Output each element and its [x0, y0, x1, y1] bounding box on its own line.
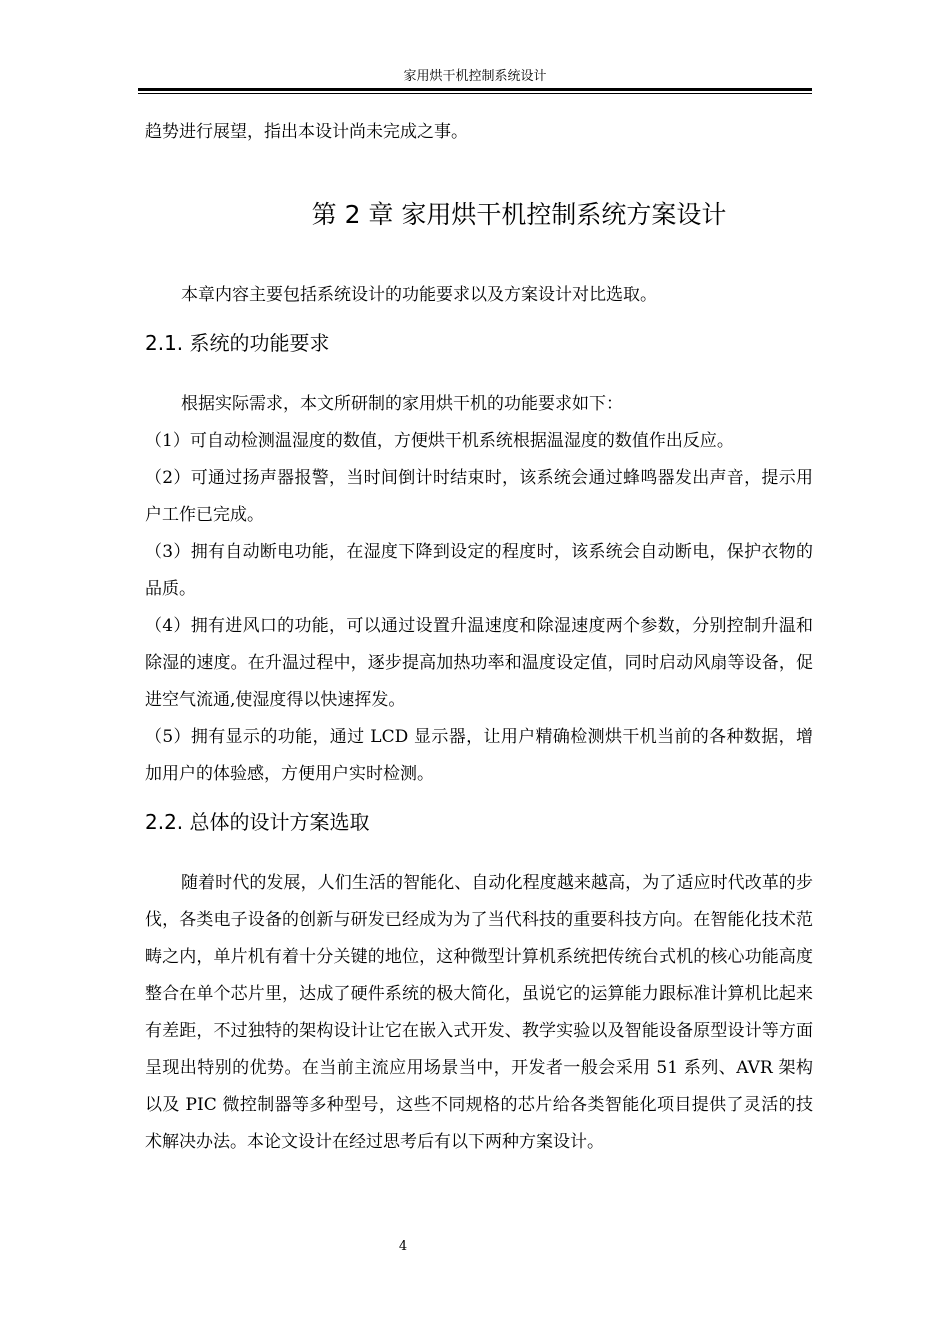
- requirement-item-1: （1）可自动检测温湿度的数值，方便烘干机系统根据温湿度的数值作出反应。: [145, 431, 734, 451]
- requirement-item-3: （3）拥有自动断电功能，在湿度下降到设定的程度时，该系统会自动断电，保护衣物的品质。: [145, 542, 813, 599]
- header-rule-thick: [138, 88, 812, 91]
- design-scheme-paragraph: 随着时代的发展，人们生活的智能化、自动化程度越来越高，为了适应时代改革的步伐，各类电子设备的创新与研发已经成为为了当代科技的重要科技方向。在智能化技术范畴之内，单片机有着十分关键的地位，这种微型计算机系统把传统台式机的核心功能高度整合在单个芯片里，达成了硬件系统的极大简化，虽说它的运算能力跟标准计算机比起来有差距，不过独特的架构设计让它在嵌入式开发、教学实验以及智能设备原型设计等方面呈现出特别的优势。在当前主流应用场景当中，开发者一般会采用 51 系列、AVR 架构以及 PIC 微控制器等多种型号，这些不同规格的芯片给各类智能化项目提供了灵活的技术解决办法。本论文设计在经过思考后有以下两种方案设计。: [145, 873, 813, 1152]
- requirements-lead-paragraph: 根据实际需求，本文所研制的家用烘干机的功能要求如下：: [181, 394, 623, 414]
- requirement-item-4: （4）拥有进风口的功能，可以通过设置升温速度和除湿速度两个参数，分别控制升温和除湿的速度。在升温过程中，逐步提高加热功率和温度设定值，同时启动风扇等设备，促进空气流通,使湿度得以快速挥发。: [145, 616, 813, 710]
- requirement-item-5: （5）拥有显示的功能，通过 LCD 显示器，让用户精确检测烘干机当前的各种数据，增加用户的体验感，方便用户实时检测。: [145, 727, 813, 784]
- intro-continuation-paragraph: 趋势进行展望，指出本设计尚未完成之事。: [145, 122, 468, 142]
- requirement-item-2: （2）可通过扬声器报警，当时间倒计时结束时，该系统会通过蜂鸣器发出声音，提示用户工作已完成。: [145, 468, 813, 525]
- page-body: [145, 114, 813, 1161]
- running-header: 家用烘干机控制系统设计: [403, 69, 547, 84]
- chapter-intro-paragraph: 本章内容主要包括系统设计的功能要求以及方案设计对比选取。: [181, 285, 657, 305]
- section-heading-2-1: 2.1. 系统的功能要求: [145, 331, 330, 355]
- page-number: 4: [398, 1239, 408, 1254]
- section-heading-2-2: 2.2. 总体的设计方案选取: [145, 810, 370, 834]
- chapter-title: 第 2 章 家用烘干机控制系统方案设计: [311, 200, 727, 229]
- header-rule-thin: [138, 93, 812, 94]
